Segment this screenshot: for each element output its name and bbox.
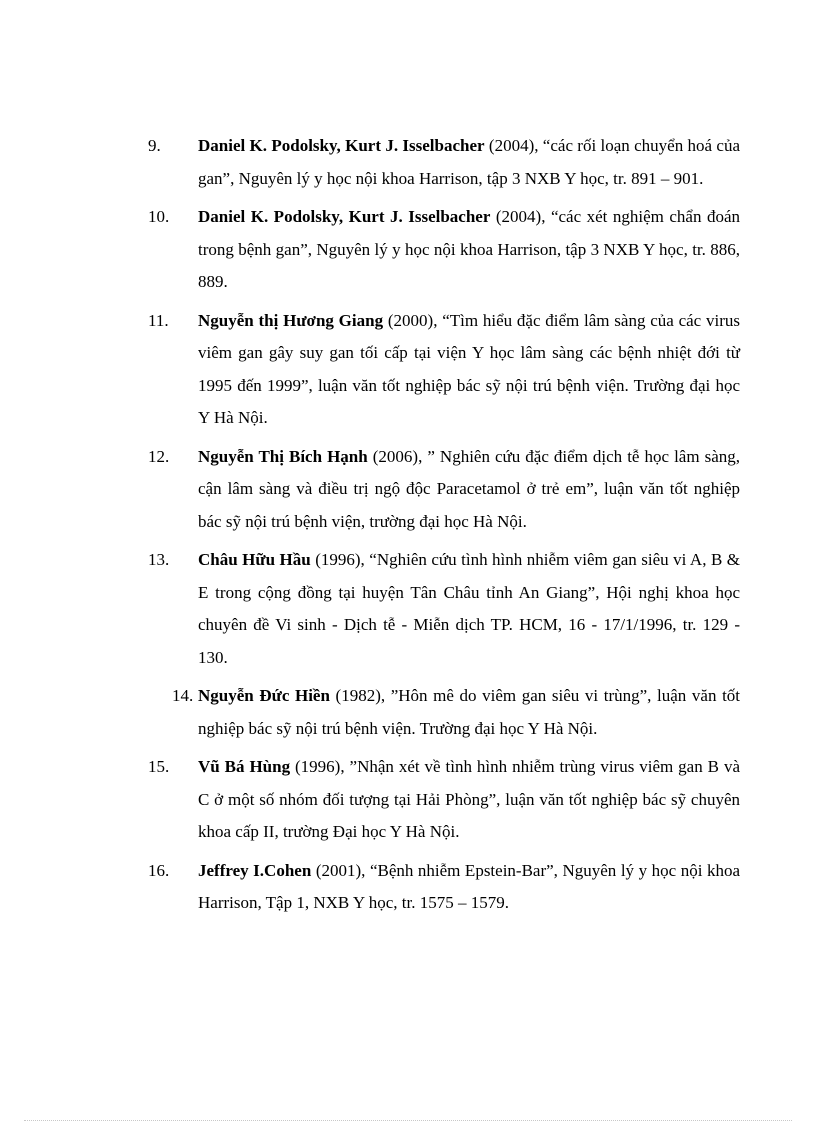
reference-text: (1996), ”Nhận xét về tình hình nhiễm trùng virus viêm gan B và C ở một số nhóm đối tượng tại Hải Phòng”, luận văn tốt nghiệp bác sỹ chuyên khoa cấp II, trường Đại học Y Hà Nội. [198, 757, 740, 841]
reference-number: 13. [148, 550, 170, 569]
reference-text: (1996), “Nghiên cứu tình hình nhiễm viêm gan siêu vi A, B & E trong cộng đồng tại huyện Tân Châu tỉnh An Giang”, Hội nghị khoa học chuyên đề Vi sinh - Dịch tễ - Miễn dịch TP. HCM, 16 - 17/1/1996, tr. 129 - 130. [198, 550, 740, 667]
reference-authors: Vũ Bá Hùng [198, 757, 291, 776]
reference-item [148, 201, 740, 299]
reference-number: 15. [148, 757, 170, 776]
reference-item [148, 751, 740, 849]
reference-number: 9. [148, 136, 161, 155]
reference-item [148, 855, 740, 920]
reference-text: (2006), ” Nghiên cứu đặc điểm dịch tễ học lâm sàng, cận lâm sàng và điều trị ngộ độc Paracetamol ở trẻ em”, luận văn tốt nghiệp bác sỹ nội trú bệnh viện, trường đại học Hà Nội. [198, 446, 740, 531]
reference-number: 12. [148, 446, 170, 466]
reference-number: 11. [148, 310, 169, 330]
reference-authors: Nguyễn Thị Bích Hạnh [198, 446, 368, 466]
reference-number: 16. [148, 860, 170, 880]
reference-number: 14. [172, 686, 194, 705]
reference-item [148, 441, 740, 539]
reference-authors: Daniel K. Podolsky, Kurt J. Isselbacher [198, 207, 491, 226]
reference-authors: Daniel K. Podolsky, Kurt J. Isselbacher [198, 136, 485, 155]
reference-text: (1982), ”Hôn mê do viêm gan siêu vi trùng”, luận văn tốt nghiệp bác sỹ nội trú bệnh viện. Trường đại học Y Hà Nội. [198, 686, 741, 738]
reference-item [148, 544, 740, 674]
reference-text: (2000), “Tìm hiểu đặc điểm lâm sàng của các virus viêm gan gây suy gan tối cấp tại viện Y học lâm sàng các bệnh nhiệt đới từ 1995 đến 1999”, luận văn tốt nghiệp bác sỹ nội trú bệnh viện. Trường đại học Y Hà Nội. [198, 310, 741, 427]
reference-authors: Nguyễn Đức Hiền [198, 686, 330, 705]
reference-item [148, 680, 740, 745]
reference-item [148, 305, 740, 435]
reference-text: (2004), “các xét nghiệm chẩn đoán trong bệnh gan”, Nguyên lý y học nội khoa Harrison, tập 3 NXB Y học, tr. 886, 889. [198, 207, 741, 291]
reference-authors: Nguyễn thị Hương Giang [198, 310, 384, 330]
reference-number: 10. [148, 207, 170, 226]
reference-authors: Châu Hữu Hầu [198, 550, 311, 569]
reference-text: (2004), “các rối loạn chuyển hoá của gan”, Nguyên lý y học nội khoa Harrison, tập 3 NXB Y học, tr. 891 – 901. [198, 136, 740, 188]
reference-list [148, 130, 740, 926]
reference-item [148, 130, 740, 195]
reference-text: (2001), “Bệnh nhiễm Epstein-Bar”, Nguyên lý y học nội khoa Harrison, Tập 1, NXB Y học, tr. 1575 – 1579. [198, 860, 740, 912]
reference-authors: Jeffrey I.Cohen [198, 860, 312, 880]
page-bottom-divider [24, 1120, 792, 1121]
